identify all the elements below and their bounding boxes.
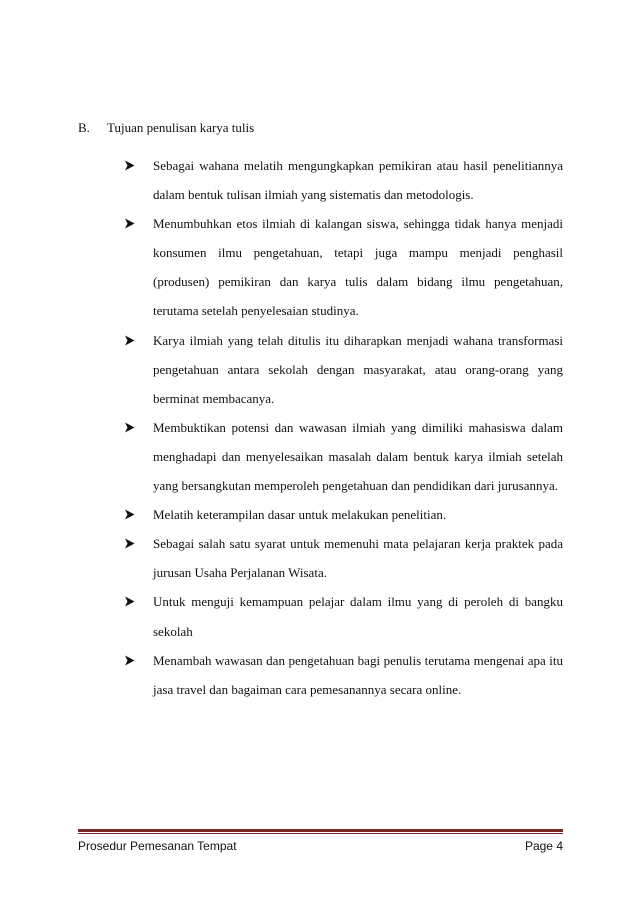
section-heading (78, 119, 254, 137)
list-item (123, 151, 563, 209)
arrowhead-bullet-icon (123, 209, 137, 238)
objectives-list (123, 151, 563, 704)
list-item (123, 646, 563, 704)
list-item-text: Sebagai salah satu syarat untuk memenuhi mata pelajaran kerja praktek pada jurusan Usaha Perjalanan Wisata. (153, 536, 563, 581)
arrowhead-bullet-icon (123, 326, 137, 355)
list-item-text: Menumbuhkan etos ilmiah di kalangan siswa, sehingga tidak hanya menjadi konsumen ilmu pengetahuan, tetapi juga mampu menjadi penghasil (produsen) pemikiran dan karya tulis dalam bidang ilmu pengetahuan, terutama setelah penyelesaian studinya. (153, 216, 563, 319)
arrowhead-bullet-icon (123, 529, 137, 558)
page-number: Page 4 (524, 839, 563, 853)
list-item (123, 413, 563, 500)
section-letter: B. (78, 120, 90, 135)
footer-title: Prosedur Pemesanan Tempat (78, 839, 237, 853)
section-title: Tujuan penulisan karya tulis (107, 120, 255, 135)
arrowhead-bullet-icon (123, 151, 137, 180)
arrowhead-bullet-icon (123, 646, 137, 675)
list-item-text: Untuk menguji kemampuan pelajar dalam ilmu yang di peroleh di bangku sekolah (153, 594, 563, 639)
list-item-text: Menambah wawasan dan pengetahuan bagi penulis terutama mengenai apa itu jasa travel dan bagaiman cara pemesanannya secara online. (153, 652, 563, 697)
footer-rule (78, 829, 563, 832)
arrowhead-bullet-icon (123, 500, 137, 529)
list-item (123, 529, 563, 587)
list-item-text: Membuktikan potensi dan wawasan ilmiah yang dimiliki mahasiswa dalam menghadapi dan menyelesaikan masalah dalam bentuk karya ilmiah setelah yang bersangkutan memperoleh pengetahuan dan pendidikan dari jurusannya. (153, 419, 563, 494)
list-item (123, 326, 563, 413)
list-item (123, 500, 563, 529)
list-item-text: Melatih keterampilan dasar untuk melakukan penelitian. (153, 507, 447, 523)
list-item (123, 209, 563, 325)
arrowhead-bullet-icon (123, 587, 137, 616)
list-item-text: Sebagai wahana melatih mengungkapkan pemikiran atau hasil penelitiannya dalam bentuk tulisan ilmiah yang sistematis dan metodologis. (153, 158, 563, 203)
arrowhead-bullet-icon (123, 413, 137, 442)
list-item (123, 587, 563, 645)
list-item-text: Karya ilmiah yang telah ditulis itu diharapkan menjadi wahana transformasi pengetahuan antara sekolah dengan masyarakat, atau orang-orang yang berminat membacanya. (153, 332, 563, 406)
footer-rule-thin (78, 833, 563, 834)
